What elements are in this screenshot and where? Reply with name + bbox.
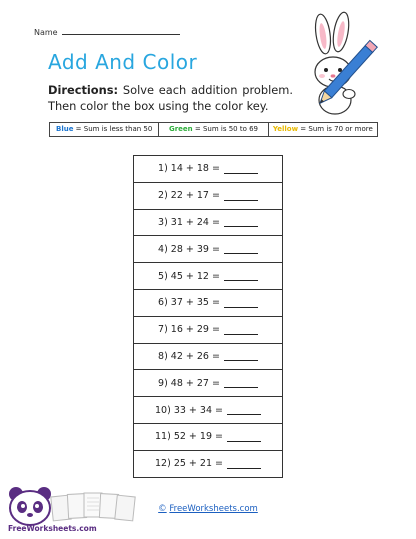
color-key-yellow — [268, 123, 377, 136]
problem-text: 7) 16 + 29 = — [158, 324, 220, 336]
answer-blank[interactable] — [224, 378, 258, 388]
name-label: Name — [34, 28, 58, 37]
directions-body: Solve each addition problem. Then color the box using the color key. — [48, 83, 293, 113]
answer-blank[interactable] — [227, 459, 261, 469]
answer-blank[interactable] — [227, 432, 261, 442]
directions-text — [48, 82, 293, 114]
footer-link-text[interactable]: FreeWorksheets.com — [169, 504, 258, 514]
problem-row[interactable] — [134, 183, 282, 210]
name-field-row — [34, 26, 180, 37]
color-key — [49, 122, 378, 137]
bunny-with-pencil-icon — [295, 10, 385, 122]
copyright-symbol: © — [158, 504, 167, 514]
problem-text: 6) 37 + 35 = — [158, 297, 220, 309]
problem-row[interactable] — [134, 451, 282, 477]
problem-row[interactable] — [134, 156, 282, 183]
worksheet-title: Add And Color — [48, 50, 198, 74]
problem-row[interactable] — [134, 344, 282, 371]
color-key-yellow-rule: = Sum is 70 or more — [298, 125, 373, 133]
problem-text: 3) 31 + 24 = — [158, 216, 220, 228]
color-key-blue-rule: = Sum is less than 50 — [73, 125, 153, 133]
answer-blank[interactable] — [224, 191, 258, 201]
problem-row[interactable] — [134, 317, 282, 344]
logo-text: FreeWorksheets.com — [8, 524, 97, 533]
problem-text: 9) 48 + 27 = — [158, 377, 220, 389]
answer-blank[interactable] — [224, 217, 258, 227]
problem-text: 4) 28 + 39 = — [158, 243, 220, 255]
problem-text: 5) 45 + 12 = — [158, 270, 220, 282]
color-key-green-word: Green — [168, 125, 193, 133]
directions-label: Directions: — [48, 83, 119, 97]
answer-blank[interactable] — [224, 351, 258, 361]
problem-row[interactable] — [134, 397, 282, 424]
problem-text: 12) 25 + 21 = — [155, 458, 223, 470]
problem-text: 2) 22 + 17 = — [158, 190, 220, 202]
problem-row[interactable] — [134, 370, 282, 397]
answer-blank[interactable] — [224, 298, 258, 308]
problem-table — [133, 155, 283, 478]
answer-blank[interactable] — [227, 405, 261, 415]
answer-blank[interactable] — [224, 325, 258, 335]
problem-row[interactable] — [134, 290, 282, 317]
problem-text: 1) 14 + 18 = — [158, 163, 220, 175]
color-key-blue-word: Blue — [55, 125, 74, 133]
name-blank-line[interactable] — [62, 26, 180, 35]
problem-row[interactable] — [134, 424, 282, 451]
color-key-yellow-word: Yellow — [272, 125, 299, 133]
answer-blank[interactable] — [224, 164, 258, 174]
problem-text: 11) 52 + 19 = — [155, 431, 223, 443]
problem-text: 10) 33 + 34 = — [155, 404, 223, 416]
answer-blank[interactable] — [224, 244, 258, 254]
color-key-green — [158, 123, 267, 136]
color-key-blue — [50, 123, 158, 136]
problem-row[interactable] — [134, 263, 282, 290]
color-key-green-rule: = Sum is 50 to 69 — [192, 125, 259, 133]
footer-link[interactable] — [0, 504, 416, 514]
problem-text: 8) 42 + 26 = — [158, 350, 220, 362]
problem-row[interactable] — [134, 236, 282, 263]
problem-row[interactable] — [134, 210, 282, 237]
answer-blank[interactable] — [224, 271, 258, 281]
